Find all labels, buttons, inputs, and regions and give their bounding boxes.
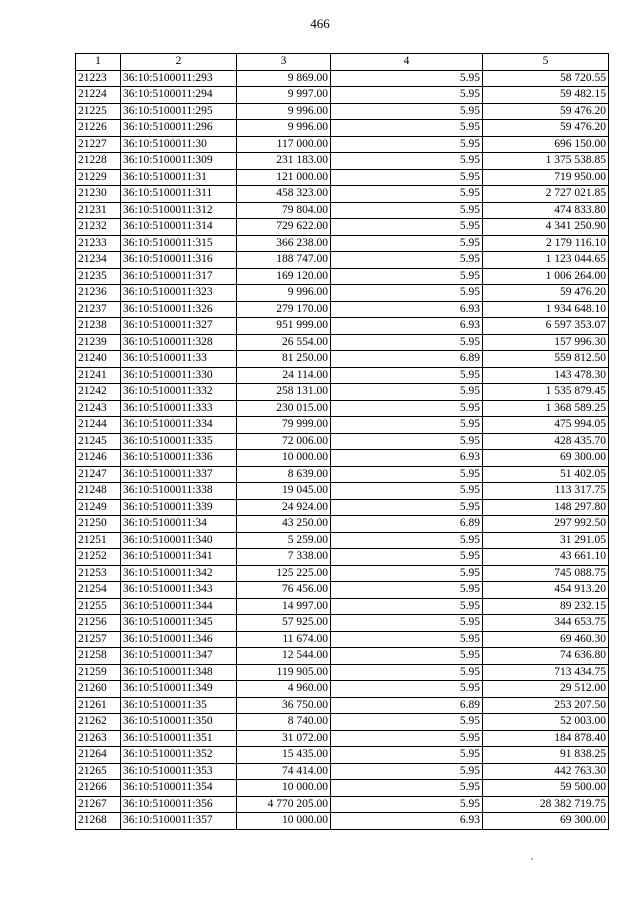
cadastral-number-cell: 36:10:5100011:317 <box>121 268 237 285</box>
value-cell: 69 300.00 <box>483 450 609 467</box>
area-cell: 24 924.00 <box>237 499 331 516</box>
table-row <box>76 714 609 731</box>
value-cell: 474 833.80 <box>483 202 609 219</box>
row-number-cell: 21268 <box>76 813 121 830</box>
table-row <box>76 598 609 615</box>
rate-cell: 5.95 <box>331 334 483 351</box>
row-number-cell: 21267 <box>76 796 121 813</box>
area-cell: 119 905.00 <box>237 664 331 681</box>
table-row <box>76 747 609 764</box>
value-cell: 113 317.75 <box>483 483 609 500</box>
area-cell: 26 554.00 <box>237 334 331 351</box>
rate-cell: 6.93 <box>331 318 483 335</box>
rate-cell: 5.95 <box>331 252 483 269</box>
rate-cell: 5.95 <box>331 70 483 87</box>
area-cell: 10 000.00 <box>237 450 331 467</box>
row-number-cell: 21224 <box>76 87 121 104</box>
table-row <box>76 499 609 516</box>
table-row <box>76 153 609 170</box>
value-cell: 59 476.20 <box>483 120 609 137</box>
row-number-cell: 21225 <box>76 103 121 120</box>
rate-cell: 5.95 <box>331 730 483 747</box>
table-row <box>76 252 609 269</box>
cadastral-number-cell: 36:10:5100011:332 <box>121 384 237 401</box>
cadastral-number-cell: 36:10:5100011:341 <box>121 549 237 566</box>
value-cell: 51 402.05 <box>483 466 609 483</box>
cadastral-number-cell: 36:10:5100011:340 <box>121 532 237 549</box>
row-number-cell: 21254 <box>76 582 121 599</box>
area-cell: 169 120.00 <box>237 268 331 285</box>
area-cell: 230 015.00 <box>237 400 331 417</box>
rate-cell: 5.95 <box>331 120 483 137</box>
row-number-cell: 21266 <box>76 780 121 797</box>
rate-cell: 5.95 <box>331 235 483 252</box>
cadastral-number-cell: 36:10:5100011:35 <box>121 697 237 714</box>
row-number-cell: 21265 <box>76 763 121 780</box>
row-number-cell: 21228 <box>76 153 121 170</box>
rate-cell: 5.95 <box>331 268 483 285</box>
area-cell: 366 238.00 <box>237 235 331 252</box>
rate-cell: 5.95 <box>331 400 483 417</box>
cadastral-number-cell: 36:10:5100011:30 <box>121 136 237 153</box>
table-row <box>76 334 609 351</box>
row-number-cell: 21255 <box>76 598 121 615</box>
cadastral-number-cell: 36:10:5100011:354 <box>121 780 237 797</box>
value-cell: 28 382 719.75 <box>483 796 609 813</box>
area-cell: 188 747.00 <box>237 252 331 269</box>
row-number-cell: 21253 <box>76 565 121 582</box>
column-header-5: 5 <box>483 54 609 71</box>
table-row <box>76 202 609 219</box>
value-cell: 1 535 879.45 <box>483 384 609 401</box>
rate-cell: 5.95 <box>331 549 483 566</box>
cadastral-number-cell: 36:10:5100011:330 <box>121 367 237 384</box>
area-cell: 19 045.00 <box>237 483 331 500</box>
value-cell: 58 720.55 <box>483 70 609 87</box>
table-row <box>76 730 609 747</box>
area-cell: 57 925.00 <box>237 615 331 632</box>
cadastral-number-cell: 36:10:5100011:337 <box>121 466 237 483</box>
value-cell: 148 297.80 <box>483 499 609 516</box>
area-cell: 729 622.00 <box>237 219 331 236</box>
rate-cell: 5.95 <box>331 598 483 615</box>
area-cell: 31 072.00 <box>237 730 331 747</box>
rate-cell: 5.95 <box>331 285 483 302</box>
table-row <box>76 780 609 797</box>
cadastral-number-cell: 36:10:5100011:327 <box>121 318 237 335</box>
cadastral-number-cell: 36:10:5100011:353 <box>121 763 237 780</box>
rate-cell: 5.95 <box>331 499 483 516</box>
table-row <box>76 169 609 186</box>
table-row <box>76 549 609 566</box>
row-number-cell: 21238 <box>76 318 121 335</box>
value-cell: 1 368 589.25 <box>483 400 609 417</box>
cadastral-number-cell: 36:10:5100011:326 <box>121 301 237 318</box>
scan-speck <box>531 858 533 860</box>
rate-cell: 5.95 <box>331 796 483 813</box>
rate-cell: 5.95 <box>331 169 483 186</box>
row-number-cell: 21241 <box>76 367 121 384</box>
rate-cell: 5.95 <box>331 714 483 731</box>
value-cell: 2 179 116.10 <box>483 235 609 252</box>
area-cell: 79 804.00 <box>237 202 331 219</box>
value-cell: 719 950.00 <box>483 169 609 186</box>
cadastral-number-cell: 36:10:5100011:31 <box>121 169 237 186</box>
rate-cell: 6.93 <box>331 813 483 830</box>
cadastral-number-cell: 36:10:5100011:346 <box>121 631 237 648</box>
table-row <box>76 351 609 368</box>
table-row <box>76 268 609 285</box>
row-number-cell: 21245 <box>76 433 121 450</box>
row-number-cell: 21244 <box>76 417 121 434</box>
row-number-cell: 21252 <box>76 549 121 566</box>
rate-cell: 5.95 <box>331 615 483 632</box>
cadastral-number-cell: 36:10:5100011:352 <box>121 747 237 764</box>
cadastral-number-cell: 36:10:5100011:293 <box>121 70 237 87</box>
cadastral-number-cell: 36:10:5100011:343 <box>121 582 237 599</box>
table-row <box>76 648 609 665</box>
area-cell: 79 999.00 <box>237 417 331 434</box>
row-number-cell: 21246 <box>76 450 121 467</box>
area-cell: 8 740.00 <box>237 714 331 731</box>
rate-cell: 6.89 <box>331 351 483 368</box>
table-row <box>76 697 609 714</box>
column-header-2: 2 <box>121 54 237 71</box>
row-number-cell: 21236 <box>76 285 121 302</box>
value-cell: 428 435.70 <box>483 433 609 450</box>
area-cell: 231 183.00 <box>237 153 331 170</box>
cadastral-number-cell: 36:10:5100011:314 <box>121 219 237 236</box>
area-cell: 36 750.00 <box>237 697 331 714</box>
row-number-cell: 21230 <box>76 186 121 203</box>
row-number-cell: 21242 <box>76 384 121 401</box>
table-row <box>76 631 609 648</box>
row-number-cell: 21233 <box>76 235 121 252</box>
value-cell: 253 207.50 <box>483 697 609 714</box>
area-cell: 117 000.00 <box>237 136 331 153</box>
area-cell: 458 323.00 <box>237 186 331 203</box>
value-cell: 29 512.00 <box>483 681 609 698</box>
cadastral-number-cell: 36:10:5100011:357 <box>121 813 237 830</box>
row-number-cell: 21234 <box>76 252 121 269</box>
area-cell: 10 000.00 <box>237 813 331 830</box>
area-cell: 12 544.00 <box>237 648 331 665</box>
row-number-cell: 21239 <box>76 334 121 351</box>
area-cell: 9 996.00 <box>237 285 331 302</box>
table-row <box>76 664 609 681</box>
value-cell: 59 476.20 <box>483 103 609 120</box>
value-cell: 1 375 538.85 <box>483 153 609 170</box>
area-cell: 258 131.00 <box>237 384 331 401</box>
rate-cell: 5.95 <box>331 648 483 665</box>
value-cell: 559 812.50 <box>483 351 609 368</box>
rate-cell: 5.95 <box>331 87 483 104</box>
value-cell: 1 006 264.00 <box>483 268 609 285</box>
row-number-cell: 21247 <box>76 466 121 483</box>
value-cell: 2 727 021.85 <box>483 186 609 203</box>
value-cell: 1 934 648.10 <box>483 301 609 318</box>
column-header-1: 1 <box>76 54 121 71</box>
cadastral-number-cell: 36:10:5100011:338 <box>121 483 237 500</box>
value-cell: 89 232.15 <box>483 598 609 615</box>
cadastral-number-cell: 36:10:5100011:349 <box>121 681 237 698</box>
cadastral-number-cell: 36:10:5100011:336 <box>121 450 237 467</box>
table-row <box>76 367 609 384</box>
column-header-3: 3 <box>237 54 331 71</box>
table-row <box>76 417 609 434</box>
value-cell: 74 636.80 <box>483 648 609 665</box>
area-cell: 951 999.00 <box>237 318 331 335</box>
table-row <box>76 384 609 401</box>
row-number-cell: 21264 <box>76 747 121 764</box>
cadastral-number-cell: 36:10:5100011:333 <box>121 400 237 417</box>
value-cell: 31 291.05 <box>483 532 609 549</box>
value-cell: 59 476.20 <box>483 285 609 302</box>
table-row <box>76 450 609 467</box>
table-row <box>76 70 609 87</box>
row-number-cell: 21229 <box>76 169 121 186</box>
cadastral-value-table <box>75 53 609 830</box>
cadastral-number-cell: 36:10:5100011:342 <box>121 565 237 582</box>
cadastral-number-cell: 36:10:5100011:315 <box>121 235 237 252</box>
rate-cell: 5.95 <box>331 186 483 203</box>
rate-cell: 5.95 <box>331 483 483 500</box>
rate-cell: 5.95 <box>331 219 483 236</box>
area-cell: 9 996.00 <box>237 120 331 137</box>
area-cell: 76 456.00 <box>237 582 331 599</box>
rate-cell: 5.95 <box>331 532 483 549</box>
row-number-cell: 21257 <box>76 631 121 648</box>
cadastral-number-cell: 36:10:5100011:294 <box>121 87 237 104</box>
row-number-cell: 21259 <box>76 664 121 681</box>
table-row <box>76 516 609 533</box>
row-number-cell: 21226 <box>76 120 121 137</box>
rate-cell: 5.95 <box>331 631 483 648</box>
cadastral-number-cell: 36:10:5100011:344 <box>121 598 237 615</box>
cadastral-number-cell: 36:10:5100011:335 <box>121 433 237 450</box>
value-cell: 52 003.00 <box>483 714 609 731</box>
cadastral-number-cell: 36:10:5100011:328 <box>121 334 237 351</box>
area-cell: 11 674.00 <box>237 631 331 648</box>
rate-cell: 5.95 <box>331 565 483 582</box>
row-number-cell: 21251 <box>76 532 121 549</box>
row-number-cell: 21235 <box>76 268 121 285</box>
value-cell: 157 996.30 <box>483 334 609 351</box>
page-number: 466 <box>310 16 330 31</box>
table-row <box>76 400 609 417</box>
table-row <box>76 763 609 780</box>
cadastral-number-cell: 36:10:5100011:295 <box>121 103 237 120</box>
table-row <box>76 120 609 137</box>
table-row <box>76 87 609 104</box>
value-cell: 696 150.00 <box>483 136 609 153</box>
area-cell: 72 006.00 <box>237 433 331 450</box>
area-cell: 15 435.00 <box>237 747 331 764</box>
row-number-cell: 21263 <box>76 730 121 747</box>
row-number-cell: 21237 <box>76 301 121 318</box>
area-cell: 4 960.00 <box>237 681 331 698</box>
cadastral-number-cell: 36:10:5100011:350 <box>121 714 237 731</box>
cadastral-number-cell: 36:10:5100011:323 <box>121 285 237 302</box>
table-row <box>76 532 609 549</box>
area-cell: 279 170.00 <box>237 301 331 318</box>
rate-cell: 6.89 <box>331 697 483 714</box>
rate-cell: 5.95 <box>331 153 483 170</box>
value-cell: 59 500.00 <box>483 780 609 797</box>
table-row <box>76 681 609 698</box>
cadastral-number-cell: 36:10:5100011:334 <box>121 417 237 434</box>
rate-cell: 5.95 <box>331 384 483 401</box>
rate-cell: 5.95 <box>331 681 483 698</box>
row-number-cell: 21258 <box>76 648 121 665</box>
cadastral-number-cell: 36:10:5100011:356 <box>121 796 237 813</box>
value-cell: 69 460.30 <box>483 631 609 648</box>
area-cell: 9 869.00 <box>237 70 331 87</box>
rate-cell: 5.95 <box>331 763 483 780</box>
column-header-4: 4 <box>331 54 483 71</box>
cadastral-number-cell: 36:10:5100011:351 <box>121 730 237 747</box>
rate-cell: 5.95 <box>331 747 483 764</box>
rate-cell: 5.95 <box>331 582 483 599</box>
table-row <box>76 433 609 450</box>
table-row <box>76 483 609 500</box>
cadastral-number-cell: 36:10:5100011:339 <box>121 499 237 516</box>
area-cell: 10 000.00 <box>237 780 331 797</box>
table-row <box>76 615 609 632</box>
table-row <box>76 136 609 153</box>
rate-cell: 5.95 <box>331 433 483 450</box>
rate-cell: 5.95 <box>331 417 483 434</box>
value-cell: 59 482.15 <box>483 87 609 104</box>
value-cell: 69 300.00 <box>483 813 609 830</box>
row-number-cell: 21250 <box>76 516 121 533</box>
table-row <box>76 582 609 599</box>
row-number-cell: 21256 <box>76 615 121 632</box>
value-cell: 713 434.75 <box>483 664 609 681</box>
cadastral-number-cell: 36:10:5100011:311 <box>121 186 237 203</box>
cadastral-number-cell: 36:10:5100011:296 <box>121 120 237 137</box>
value-cell: 6 597 353.07 <box>483 318 609 335</box>
table-header-row <box>76 54 609 71</box>
value-cell: 745 088.75 <box>483 565 609 582</box>
value-cell: 475 994.05 <box>483 417 609 434</box>
cadastral-number-cell: 36:10:5100011:312 <box>121 202 237 219</box>
value-cell: 344 653.75 <box>483 615 609 632</box>
rate-cell: 5.95 <box>331 664 483 681</box>
area-cell: 9 996.00 <box>237 103 331 120</box>
table-row <box>76 103 609 120</box>
rate-cell: 5.95 <box>331 367 483 384</box>
row-number-cell: 21262 <box>76 714 121 731</box>
rate-cell: 5.95 <box>331 202 483 219</box>
row-number-cell: 21260 <box>76 681 121 698</box>
value-cell: 43 661.10 <box>483 549 609 566</box>
rate-cell: 5.95 <box>331 136 483 153</box>
cadastral-number-cell: 36:10:5100011:34 <box>121 516 237 533</box>
cadastral-number-cell: 36:10:5100011:347 <box>121 648 237 665</box>
area-cell: 81 250.00 <box>237 351 331 368</box>
area-cell: 14 997.00 <box>237 598 331 615</box>
table-row <box>76 813 609 830</box>
rate-cell: 5.95 <box>331 466 483 483</box>
area-cell: 7 338.00 <box>237 549 331 566</box>
value-cell: 143 478.30 <box>483 367 609 384</box>
area-cell: 5 259.00 <box>237 532 331 549</box>
table-body <box>76 70 609 829</box>
value-cell: 91 838.25 <box>483 747 609 764</box>
cadastral-number-cell: 36:10:5100011:348 <box>121 664 237 681</box>
rate-cell: 6.89 <box>331 516 483 533</box>
table-row <box>76 466 609 483</box>
cadastral-number-cell: 36:10:5100011:316 <box>121 252 237 269</box>
area-cell: 24 114.00 <box>237 367 331 384</box>
value-cell: 442 763.30 <box>483 763 609 780</box>
cadastral-number-cell: 36:10:5100011:345 <box>121 615 237 632</box>
row-number-cell: 21261 <box>76 697 121 714</box>
table-row <box>76 565 609 582</box>
rate-cell: 5.95 <box>331 103 483 120</box>
value-cell: 454 913.20 <box>483 582 609 599</box>
table-row <box>76 285 609 302</box>
rate-cell: 5.95 <box>331 780 483 797</box>
area-cell: 121 000.00 <box>237 169 331 186</box>
value-cell: 1 123 044.65 <box>483 252 609 269</box>
cadastral-number-cell: 36:10:5100011:33 <box>121 351 237 368</box>
row-number-cell: 21227 <box>76 136 121 153</box>
area-cell: 125 225.00 <box>237 565 331 582</box>
table-row <box>76 796 609 813</box>
table-row <box>76 318 609 335</box>
area-cell: 8 639.00 <box>237 466 331 483</box>
row-number-cell: 21249 <box>76 499 121 516</box>
value-cell: 4 341 250.90 <box>483 219 609 236</box>
table-row <box>76 235 609 252</box>
row-number-cell: 21231 <box>76 202 121 219</box>
rate-cell: 6.93 <box>331 301 483 318</box>
area-cell: 43 250.00 <box>237 516 331 533</box>
cadastral-number-cell: 36:10:5100011:309 <box>121 153 237 170</box>
value-cell: 184 878.40 <box>483 730 609 747</box>
area-cell: 74 414.00 <box>237 763 331 780</box>
row-number-cell: 21248 <box>76 483 121 500</box>
table-row <box>76 219 609 236</box>
table-row <box>76 186 609 203</box>
row-number-cell: 21223 <box>76 70 121 87</box>
table-row <box>76 301 609 318</box>
row-number-cell: 21232 <box>76 219 121 236</box>
value-cell: 297 992.50 <box>483 516 609 533</box>
row-number-cell: 21243 <box>76 400 121 417</box>
row-number-cell: 21240 <box>76 351 121 368</box>
area-cell: 9 997.00 <box>237 87 331 104</box>
rate-cell: 6.93 <box>331 450 483 467</box>
area-cell: 4 770 205.00 <box>237 796 331 813</box>
